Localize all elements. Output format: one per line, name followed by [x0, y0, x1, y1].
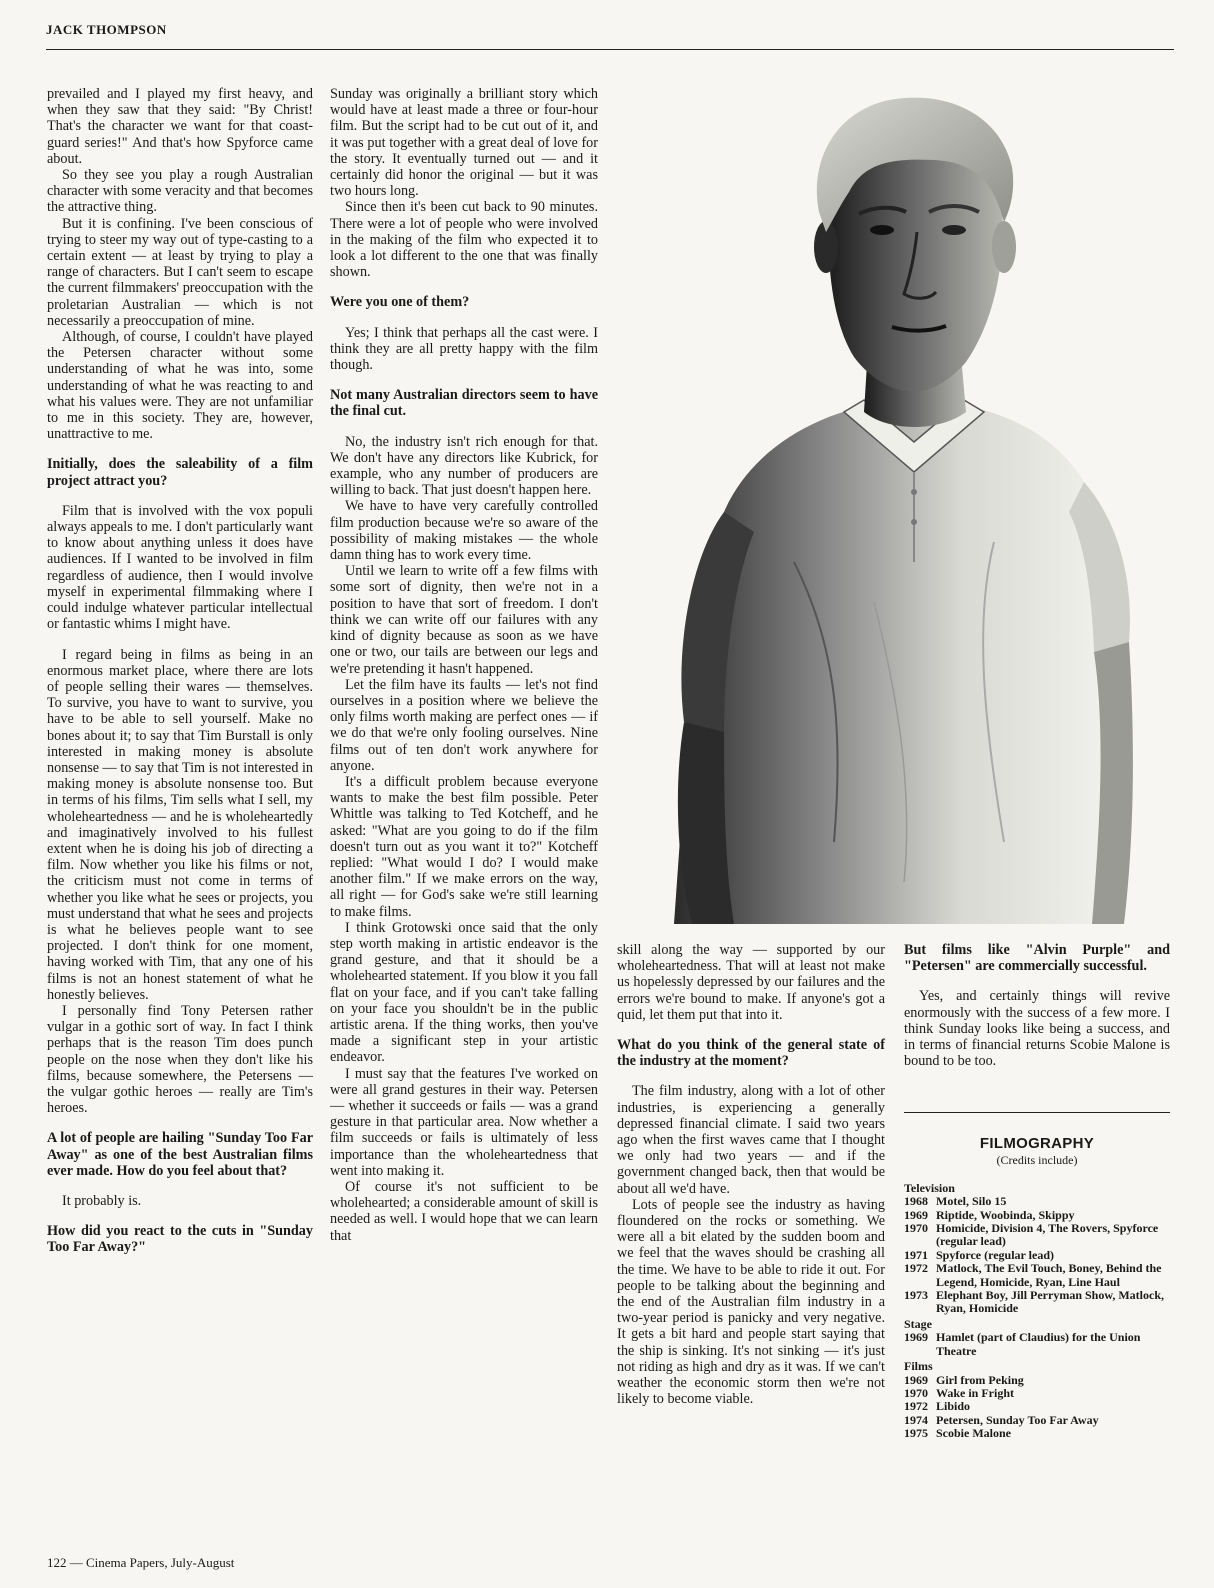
column-2 — [330, 86, 598, 1244]
paragraph: Lots of people see the industry as having floundered on the rocks or something. We were all a bit elated by the sudden boom and we feel that the waves should be crashing all the time. We have to be able to ride it out. For people to be talking about the beginning and the end of the Australian film industry in a two-year period is panicky and very negative. It gets a bit hard and people start saying that the ship is sinking. It's not sinking — it's just not riding as high and dry as it was. If we can't weather the economic storm then we're not likely to become viable. — [617, 1196, 885, 1408]
entry-year: 1969 — [904, 1207, 928, 1222]
interview-question: A lot of people are hailing "Sunday Too Far Away" as one of the best Australian films ever made. How do you feel about that? — [47, 1130, 313, 1179]
entry-title: Girl from Peking — [936, 1372, 1024, 1387]
entry-title: Matlock, The Evil Touch, Boney, Behind the Legend, Homicide, Ryan, Line Haul — [936, 1261, 1162, 1289]
entry-year: 1972 — [904, 1261, 928, 1276]
entry-title: Riptide, Woobinda, Skippy — [936, 1207, 1075, 1222]
entry-year: 1972 — [904, 1399, 928, 1414]
interview-question: Were you one of them? — [330, 294, 470, 311]
paragraph: Let the film have its faults — let's not find ourselves in a position where we believe the only films worth making are perfect ones — if we do that we're only fooling ourselves. Nine films out of ten don't work anywhere for anyone. — [330, 676, 598, 774]
portrait-illustration — [614, 82, 1170, 924]
entry-year: 1971 — [904, 1247, 928, 1262]
running-head: JACK THOMPSON — [46, 22, 167, 37]
paragraph: prevailed and I played my first heavy, and when they saw that they said: "By Christ! That's the character we want for that coast-guard series!" And that's how Spyforce came about. — [47, 86, 313, 167]
filmography-entry — [904, 1427, 1170, 1440]
filmography-entry — [904, 1249, 1170, 1262]
filmography-subtitle: (Credits include) — [996, 1153, 1078, 1168]
filmography-entry — [904, 1374, 1170, 1387]
filmography-entry — [904, 1331, 1170, 1358]
filmography-entry — [904, 1289, 1170, 1316]
paragraph: Although, of course, I couldn't have played the Petersen character without some understanding of what he was into, some understanding of what he was reacting to and what his values were. They are not unfamiliar to me in this society. They are, however, unattractive to me. — [47, 329, 313, 443]
paragraph: It's a difficult problem because everyone wants to make the best film possible. Peter Whittle was talking to Ted Kotcheff, and he asked: "What are you going to do if the film doesn't turn out as you want it to?" Kotcheff replied: "What would I do? I would make another film." If we make errors on the way, all right — for God's sake we're still learning to make films. — [330, 773, 598, 920]
entry-year: 1968 — [904, 1194, 928, 1209]
paragraph: Of course it's not sufficient to be wholehearted; a considerable amount of skill is needed as well. I would hope that we can learn that — [330, 1179, 598, 1244]
entry-year: 1975 — [904, 1426, 928, 1441]
filmography-entry — [904, 1209, 1170, 1222]
entry-title: Scobie Malone — [936, 1426, 1011, 1441]
filmography-entry — [904, 1195, 1170, 1208]
entry-title: Wake in Fright — [936, 1385, 1015, 1400]
paragraph: I think Grotowski once said that the only step worth making in artistic endeavor is the grand gesture, and that it should be a wholehearted statement. If you blow it you fall flat on your face, and if you can't take falling on your face you shouldn't be in the public artistic arena. If the thing works, then you've made a significant step in your artistic endeavor. — [330, 919, 598, 1066]
entry-year: 1969 — [904, 1372, 928, 1387]
paragraph: Yes, and certainly things will revive enormously with the success of a few more. I think Sunday looks like being a success, and in terms of financial returns Scobie Malone is bound to be too. — [904, 988, 1170, 1070]
paragraph: The film industry, along with a lot of other industries, is experiencing a generally depressed financial climate. I said two years ago when the first waves came that I thought we only had two years — and if the government changed back, then that would be about all we'd have. — [617, 1083, 885, 1197]
interview-question: But films like "Alvin Purple" and "Petersen" are commercially successful. — [904, 942, 1170, 975]
paragraph: Yes; I think that perhaps all the cast were. I think they are all pretty happy with the film though. — [330, 324, 598, 374]
entry-year: 1974 — [904, 1412, 928, 1427]
interview-question: Not many Australian directors seem to have the final cut. — [330, 387, 598, 420]
entry-year: 1969 — [904, 1330, 928, 1345]
filmography-entry — [904, 1262, 1170, 1289]
paragraph: It probably is. — [62, 1193, 142, 1209]
entry-title: Petersen, Sunday Too Far Away — [936, 1412, 1099, 1427]
entry-title: Spyforce (regular lead) — [936, 1247, 1054, 1262]
filmography-section-films: Films — [904, 1359, 933, 1374]
column-3 — [617, 942, 885, 1407]
filmography-entry — [904, 1222, 1170, 1249]
paragraph: Film that is involved with the vox populi always appeals to me. I don't particularly want to know about anything unless it does have audiences. If I wanted to be involved in film regardless of audience, then I would involve myself in experimental filmmaking where I could indulge whatever particular intellectual or fantastic whims I might have. — [47, 502, 313, 633]
paragraph: No, the industry isn't rich enough for that. We don't have any directors like Kubrick, for example, who any number of producers are willing to back. That just doesn't happen here. — [330, 433, 598, 499]
paragraph: Sunday was originally a brilliant story which would have at least made a three or four-hour film. But the script had to be cut out of it, and it was put together with a great deal of love for the story. It eventually turned out — and it certainly did honor the original — but it was two hours long. — [330, 86, 598, 200]
entry-year: 1970 — [904, 1221, 928, 1236]
entry-title: Motel, Silo 15 — [936, 1194, 1007, 1209]
interview-question: What do you think of the general state of the industry at the moment? — [617, 1037, 885, 1070]
paragraph: So they see you play a rough Australian character with some veracity and that becomes the attractive thing. — [47, 167, 313, 216]
filmography-section-television: Television — [904, 1180, 955, 1195]
filmography-entry — [904, 1400, 1170, 1413]
entry-title: Hamlet (part of Claudius) for the Union Theatre — [936, 1330, 1141, 1358]
filmography-entry — [904, 1387, 1170, 1400]
column-1 — [47, 86, 313, 1270]
filmography-title: FILMOGRAPHY — [979, 1135, 1095, 1152]
filmography-box — [904, 1137, 1170, 1441]
interview-question: How did you react to the cuts in "Sunday Too Far Away?" — [47, 1223, 313, 1256]
paragraph: We have to have very carefully controlled film production because we're so aware of the possibility of making mistakes — the whole damn thing has to work every time. — [330, 498, 598, 564]
entry-title: Elephant Boy, Jill Perryman Show, Matlock, Ryan, Homicide — [936, 1288, 1165, 1316]
entry-year: 1970 — [904, 1385, 928, 1400]
filmography-rule — [904, 1112, 1170, 1113]
filmography-entry — [904, 1414, 1170, 1427]
paragraph: skill along the way — supported by our wholeheartedness. That will at least not make us hopelessly depressed by our failures and the errors we're bound to make. If anyone's got a quid, let them put that into it. — [617, 942, 885, 1023]
entry-title: Homicide, Division 4, The Rovers, Spyforce (regular lead) — [936, 1221, 1159, 1249]
paragraph: I must say that the features I've worked on were all grand gestures in their way. Petersen — whether it succeeds or fails — was a grand gesture in that particular area. Now whether a film succeeds or fails is ultimately of less importance than the wholeheartedness that went into making it. — [330, 1065, 598, 1179]
filmography-section-stage: Stage — [904, 1316, 932, 1331]
header-rule — [46, 49, 1174, 50]
entry-title: Libido — [936, 1399, 971, 1414]
paragraph: I regard being in films as being in an enormous market place, where there are lots of people selling their wares — themselves. To survive, you have to want to survive, you have to be able to sell yourself. Make no bones about it; to say that Tim Burstall is only interested in making money is absolute nonsense — to say that Tim is not interested in making money is absolute nonsense too. But in terms of his films, Tim sells what I sell, my wholeheartedness — and he is wholeheartedly and imaginatively involved to his fullest extent when he is doing his job of directing a film. Now whether you like his films or not, the criticism must not come in terms of whether you like what he sees or projects, you must understand that what he sees and projects is what he believes people want to see projected. I don't think for one moment, having worked with Tim, that any one of his films is not an honest statement of what he honestly believes. — [47, 646, 314, 1003]
paragraph: Until we learn to write off a few films with some sort of dignity, then we're not in a position to have that sort of freedom. I don't think we can write off our failures with any kind of dignity because as soon as we have one or two, our tails are between our legs and we're pretending it hasn't happened. — [330, 563, 598, 677]
paragraph: Since then it's been cut back to 90 minutes. There were a lot of people who were involved in the making of the film who expected it to look a lot different to the one that was finally shown. — [330, 199, 598, 281]
interview-question: Initially, does the saleability of a film project attract you? — [47, 456, 313, 489]
entry-year: 1973 — [904, 1288, 928, 1303]
column-4 — [904, 942, 1170, 1069]
paragraph: I personally find Tony Petersen rather vulgar in a gothic sort of way. In fact I think perhaps that is the reason Tim does punch people on the nose when they don't like his films, because somewhere, the Petersens — the vulgar gothic heroes — really are Tim's heroes. — [47, 1002, 313, 1117]
page-footer: 122 — Cinema Papers, July-August — [47, 1555, 235, 1570]
paragraph: But it is confining. I've been conscious of trying to steer my way out of type-casting to a certain extent — at least by trying to play a range of characters. But I can't seem to escape the current filmmakers' preoccupation with the proletarian Australian — which is not necessarily a preoccupation of mine. — [47, 215, 313, 329]
portrait-photo — [614, 82, 1170, 924]
